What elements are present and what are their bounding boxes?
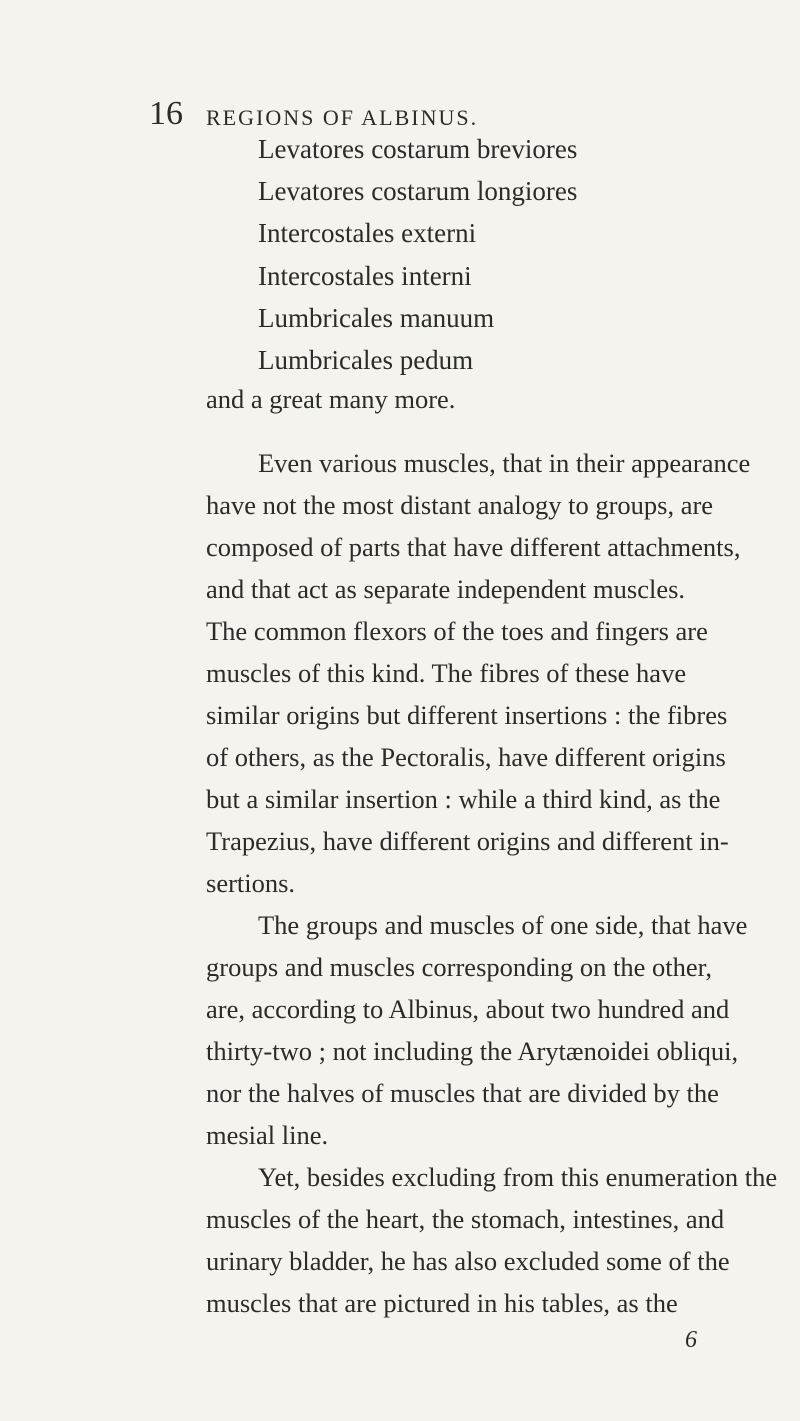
text-line: have not the most distant analogy to groups, are — [206, 490, 714, 520]
list-item: Lumbricales manuum — [258, 302, 495, 333]
text-line: Trapezius, have different origins and different in- — [206, 826, 729, 856]
signature-mark: 6 — [685, 1327, 697, 1353]
text-line: but a similar insertion : while a third kind, as the — [206, 784, 721, 814]
list-item: Intercostales interni — [258, 260, 472, 291]
text-line: Even various muscles, that in their appearance — [258, 448, 751, 478]
page-number: 16 — [149, 95, 183, 132]
text-line: thirty-two ; not including the Arytænoidei obliqui, — [206, 1036, 739, 1066]
text-line: sertions. — [206, 868, 296, 898]
text-line: The common flexors of the toes and fingers are — [206, 616, 708, 646]
running-head: REGIONS OF ALBINUS. — [206, 105, 479, 130]
text-line: urinary bladder, he has also excluded some of the — [206, 1246, 730, 1276]
text-line: nor the halves of muscles that are divided by the — [206, 1078, 719, 1108]
text-line: are, according to Albinus, about two hundred and — [206, 994, 730, 1024]
text-line: of others, as the Pectoralis, have different origins — [206, 742, 726, 772]
list-item: Lumbricales pedum — [258, 345, 474, 376]
text-line: The groups and muscles of one side, that have — [258, 910, 748, 940]
list-item: Intercostales externi — [258, 218, 477, 249]
text-line: muscles of the heart, the stomach, intestines, and — [206, 1204, 725, 1234]
text-line: and a great many more. — [206, 384, 456, 414]
text-line: composed of parts that have different attachments, — [206, 532, 741, 562]
text-line: similar origins but different insertions : the fibres — [206, 700, 728, 730]
muscle-list — [258, 128, 577, 381]
text-line: Yet, besides excluding from this enumeration the — [258, 1162, 778, 1192]
text-line: mesial line. — [206, 1120, 329, 1150]
text-line: muscles that are pictured in his tables, as the — [206, 1288, 678, 1318]
text-line: groups and muscles corresponding on the other, — [206, 952, 713, 982]
text-line: and that act as separate independent muscles. — [206, 574, 686, 604]
text-line: muscles of this kind. The fibres of these have — [206, 658, 687, 688]
list-item: Levatores costarum breviores — [258, 134, 578, 164]
list-item: Levatores costarum longiores — [258, 176, 578, 207]
